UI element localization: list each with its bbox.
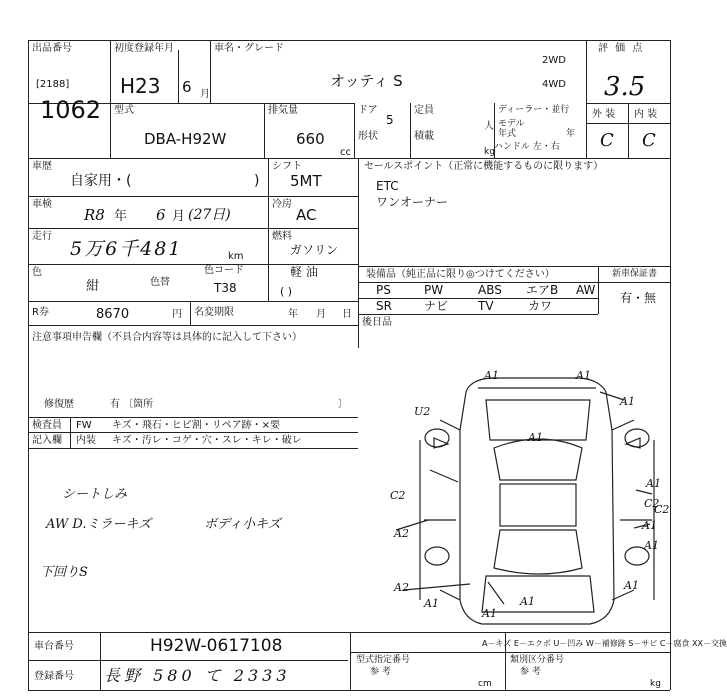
mileage-label: 走行 [32, 231, 52, 242]
check-label-2: 記入欄 [32, 435, 62, 446]
equip-tv: TV [478, 299, 494, 313]
equip-leather: カワ [528, 299, 553, 313]
int-value: C [642, 130, 656, 151]
recycle-label: R券 [32, 307, 49, 318]
colorcode-value: T38 [214, 281, 237, 295]
displacement-value: 660 [296, 130, 325, 148]
fuel-light: 軽 油 [290, 265, 318, 279]
damage-mark: A1 [520, 595, 535, 608]
form-class-sub: 参 考 [520, 667, 541, 677]
repair-label: 修復歴 [44, 399, 74, 410]
damage-mark: C2 [654, 503, 670, 516]
doors-label: ドア [358, 105, 378, 116]
damage-mark: A1 [484, 369, 499, 382]
score-value: 3.5 [604, 72, 646, 102]
equipment-label: 装備品（純正品に限り◎つけてください） [366, 269, 555, 280]
year-unit: 年 [566, 129, 576, 139]
unit-cm: cm [478, 679, 492, 689]
ext-label: 外 装 [592, 109, 616, 120]
equip-aw: AW [576, 283, 596, 297]
equip-pw: PW [424, 283, 444, 297]
color-label: 色 [32, 267, 42, 278]
displacement-label: 排気量 [268, 105, 298, 116]
capacity-unit: 人 [484, 121, 494, 132]
warranty-value: 有・無 [620, 291, 657, 305]
check-naiso: 内装 [76, 435, 96, 446]
form-model-sub: 参 考 [370, 667, 391, 677]
handwritten-note: AW D.ミラーキズ [46, 517, 152, 532]
damage-mark: C2 [644, 497, 660, 510]
inspection-y-unit: 年 [114, 209, 128, 224]
shift-label: シフト [272, 161, 302, 172]
ext-value: C [600, 130, 614, 151]
car-name-value: オッティ S [330, 72, 403, 90]
fuel-gas: ガソリン [290, 243, 339, 257]
sales-point-1: ETC [376, 179, 399, 193]
mileage-value: 5万6千481 [70, 238, 183, 260]
chassis-value: H92W-0617108 [150, 636, 283, 656]
rename-d: 日 [342, 309, 352, 320]
history-label: 車歴 [32, 161, 52, 172]
equip-sr: SR [376, 299, 392, 313]
cooler-label: 冷房 [272, 199, 292, 210]
shift-value: 5MT [290, 172, 322, 190]
history-value: 自家用・( [70, 173, 132, 189]
doors-value: 5 [386, 113, 394, 127]
damage-mark: U2 [414, 405, 431, 418]
score-label: 評 価 点 [598, 43, 645, 54]
history-close: ) [254, 173, 260, 189]
dealer-label: ディーラー・並行 [498, 105, 570, 115]
capacity-label: 定員 [414, 105, 434, 116]
color-change-label: 色替 [150, 277, 170, 288]
inspection-day: (27日) [188, 207, 231, 223]
inspection-month: 6 [156, 206, 166, 224]
damage-mark: A2 [394, 527, 409, 540]
equip-ps: PS [376, 283, 391, 297]
check-row1: キズ・飛石・ヒビ割・リペア跡・×要 [112, 420, 280, 431]
warranty-label: 新車保証書 [612, 269, 658, 279]
car-name-label: 車名・グレード [214, 43, 284, 54]
recycle-value: 8670 [96, 307, 130, 322]
lot-label: 出品番号 [32, 43, 72, 54]
drive-2wd: 2WD [542, 55, 566, 66]
int-label: 内 装 [634, 109, 658, 120]
lot-small: [2188] [36, 79, 70, 90]
handwritten-note: シートしみ [62, 487, 128, 502]
damage-mark: C2 [390, 489, 406, 502]
damage-mark: A1 [528, 431, 543, 444]
first-reg-month: 6 [182, 78, 192, 96]
rename-y: 年 [288, 309, 298, 320]
caution-label: 注意事項申告欄（不具合内容等は具体的に記入して下さい） [32, 332, 302, 343]
shape-label: 形状 [358, 131, 378, 142]
drive-4wd: 4WD [542, 79, 566, 90]
rename-label: 名変期限 [194, 307, 234, 318]
unit-kg: kg [650, 679, 661, 689]
chassis-label: 車台番号 [34, 641, 74, 652]
model-label: 型式 [114, 105, 134, 116]
displacement-unit: cc [340, 147, 351, 158]
year-label: 年式 [498, 129, 517, 139]
mileage-unit: km [228, 251, 244, 262]
damage-mark: A1 [646, 477, 661, 490]
inspection-label: 車検 [32, 199, 52, 210]
first-reg-label: 初度登録年月 [114, 43, 174, 54]
registration-label: 登録番号 [34, 671, 74, 682]
sales-point-label: セールスポイント（正常に機能するものに限ります） [364, 161, 604, 172]
equip-navi: ナビ [424, 299, 449, 313]
handwritten-note: 下回りS [40, 565, 88, 580]
cooler-value: AC [296, 206, 317, 224]
color-value: 紺 [86, 279, 100, 294]
repair-value: 有 〔箇所 [110, 399, 154, 410]
damage-mark: A1 [644, 539, 659, 552]
form-class-label: 類別区分番号 [510, 655, 565, 665]
model-value: DBA-H92W [144, 130, 227, 148]
colorcode-label: 色コード [204, 265, 244, 276]
check-fw: FW [76, 420, 92, 431]
equip-airbag: エアB [526, 283, 559, 297]
recycle-unit: 円 [172, 309, 182, 320]
form-model-label: 型式指定番号 [356, 655, 411, 665]
check-row2: キズ・汚レ・コゲ・穴・スレ・キレ・破レ [112, 435, 302, 446]
damage-mark: A1 [620, 395, 635, 408]
damage-mark: A2 [394, 581, 409, 594]
repair-close: 〕 [338, 399, 348, 410]
fuel-paren: ( ) [280, 285, 293, 298]
inspection-m-unit: 月 [172, 209, 186, 224]
equip-abs: ABS [478, 283, 502, 297]
damage-mark: A1 [576, 369, 591, 382]
notes-label: 後日品 [362, 317, 392, 328]
check-label-1: 検査員 [32, 420, 62, 431]
damage-legend: A－キズ E－エクボ U－凹み W－補修跡 S－サビ C－腐食 XX－交換 [482, 639, 727, 648]
damage-mark: A1 [424, 597, 439, 610]
registration-value: 長野 580 て 2333 [104, 666, 291, 685]
handwritten-note: ボディ小キズ [204, 517, 281, 532]
first-reg-era: H23 [120, 74, 161, 98]
handle-label: ハンドル 左・右 [494, 142, 560, 152]
damage-mark: A1 [482, 607, 497, 620]
rename-m: 月 [316, 309, 326, 320]
lot-number: 1062 [40, 96, 102, 124]
first-reg-month-unit: 月 [200, 89, 210, 100]
sales-point-2: ワンオーナー [376, 195, 449, 209]
load-unit: kg [484, 147, 495, 157]
damage-mark: A1 [642, 519, 657, 532]
load-label: 積載 [414, 131, 434, 142]
damage-mark: A1 [624, 579, 639, 592]
model-year-label: モデル [498, 119, 525, 129]
fuel-label: 燃料 [272, 231, 292, 242]
inspection-year: R8 [84, 206, 105, 224]
